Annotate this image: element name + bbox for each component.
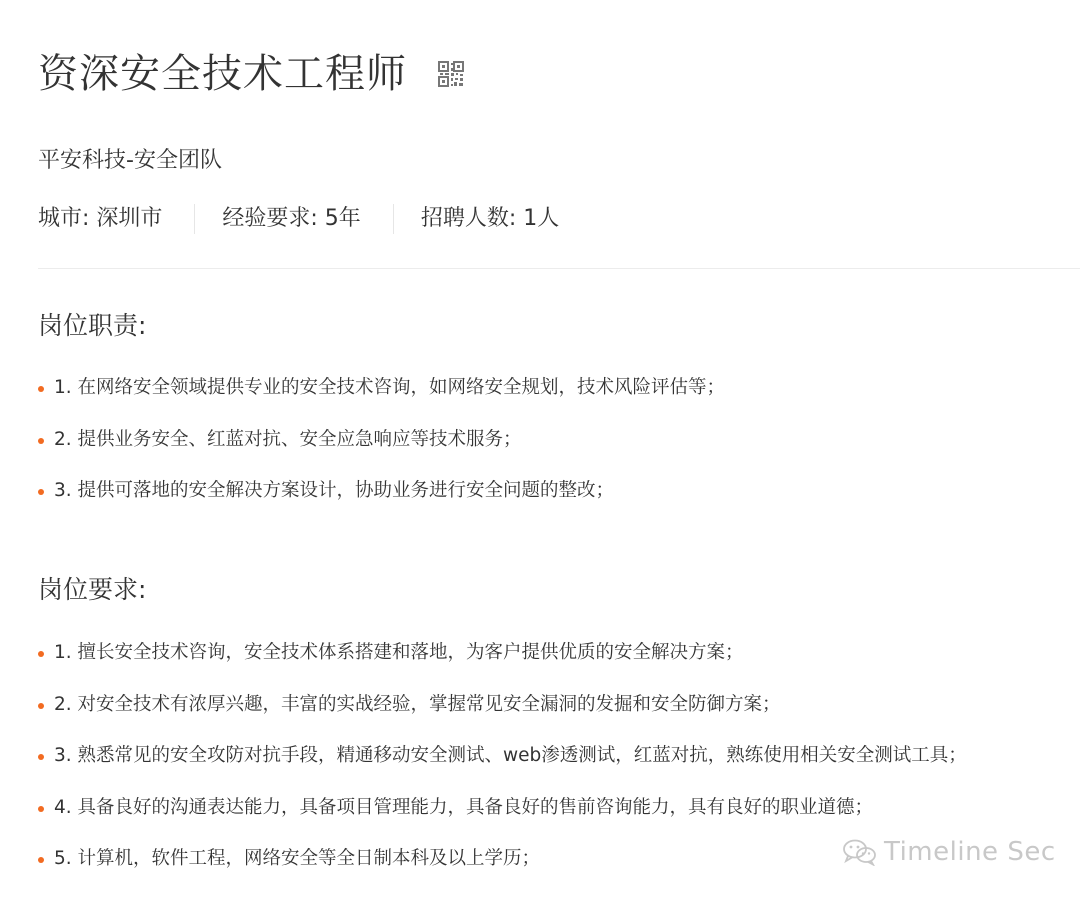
bullet-dot — [38, 489, 44, 495]
header-divider — [38, 268, 1080, 269]
meta-city: 城市: 深圳市 — [38, 206, 163, 231]
job-title: 资深安全技术工程师 — [38, 51, 407, 97]
bullet-dot — [38, 703, 44, 709]
list-item-text: 3. 提供可落地的安全解决方案设计，协助业务进行安全问题的整改； — [54, 480, 615, 501]
list-item-text: 1. 在网络安全领域提供专业的安全技术咨询，如网络安全规划，技术风险评估等； — [54, 377, 726, 398]
qr-code-icon[interactable] — [437, 60, 465, 88]
title-row — [38, 48, 465, 100]
company-name: 平安科技-安全团队 — [38, 148, 222, 173]
meta-separator — [194, 204, 195, 234]
list-item — [38, 639, 1060, 691]
meta-separator — [393, 204, 394, 234]
job-meta — [38, 202, 559, 236]
responsibilities-heading: 岗位职责: — [38, 311, 147, 340]
list-item — [38, 426, 1060, 478]
wechat-icon — [842, 838, 878, 866]
meta-experience: 经验要求: 5年 — [222, 206, 361, 231]
list-item-text: 2. 提供业务安全、红蓝对抗、安全应急响应等技术服务； — [54, 428, 522, 450]
list-item-text: 2. 对安全技术有浓厚兴趣，丰富的实战经验，掌握常见安全漏洞的发掘和安全防御方案； — [54, 693, 781, 715]
watermark-text: Timeline Sec — [884, 837, 1056, 867]
job-detail-page — [38, 0, 1080, 896]
list-item-text: 3. 熟悉常见的安全攻防对抗手段，精通移动安全测试、web渗透测试，红蓝对抗，熟练使用相关安全测试工具； — [54, 745, 967, 766]
bullet-dot — [38, 857, 44, 863]
bullet-dot — [38, 754, 44, 760]
list-item-text: 4. 具备良好的沟通表达能力，具备项目管理能力，具备良好的售前咨询能力，具有良好的职业道德； — [54, 796, 874, 818]
list-item — [38, 477, 1060, 529]
bullet-dot — [38, 651, 44, 657]
meta-headcount: 招聘人数: 1人 — [420, 206, 560, 231]
bullet-dot — [38, 438, 44, 444]
watermark — [842, 836, 1056, 868]
requirements-heading: 岗位要求: — [38, 575, 147, 604]
list-item — [38, 691, 1060, 743]
list-item — [38, 742, 1060, 794]
responsibilities-list — [38, 374, 1060, 529]
bullet-dot — [38, 806, 44, 812]
bullet-dot — [38, 386, 44, 392]
list-item — [38, 374, 1060, 426]
list-item-text: 1. 擅长安全技术咨询，安全技术体系搭建和落地，为客户提供优质的安全解决方案； — [54, 642, 744, 663]
list-item-text: 5. 计算机，软件工程，网络安全等全日制本科及以上学历； — [54, 848, 541, 869]
